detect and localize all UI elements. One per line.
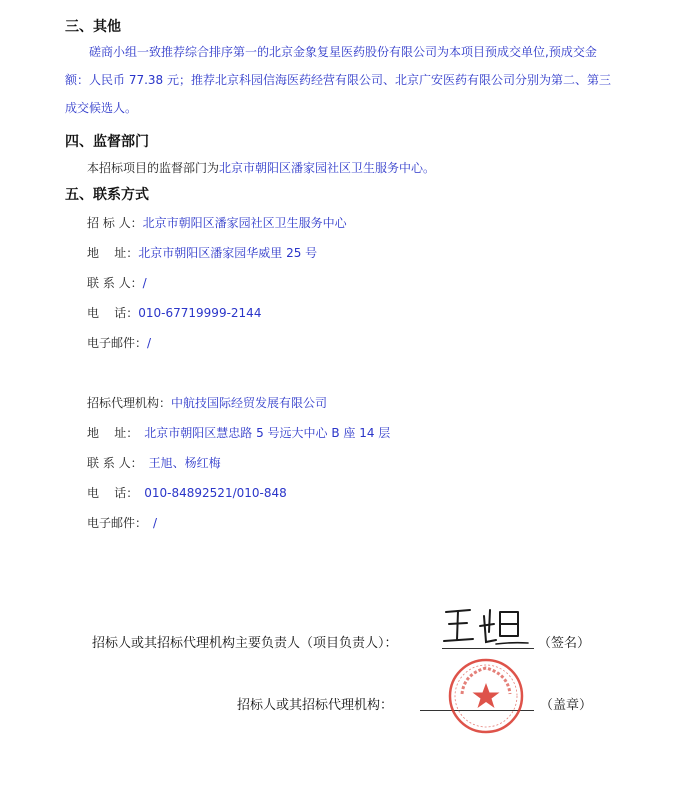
tenderer-contact-label: 联 系 人： xyxy=(87,276,143,290)
tenderer-addr-label: 地 址： xyxy=(87,246,139,260)
signature-suffix: （签名） xyxy=(538,636,591,651)
seal-label: 招标人或其招标代理机构： xyxy=(237,698,394,713)
agency-name-row xyxy=(87,394,327,411)
tenderer-contact-value: / xyxy=(142,276,147,290)
section4-heading: 四、监督部门 xyxy=(65,134,149,150)
agency-contact-value: 王旭、杨红梅 xyxy=(148,456,221,470)
section3-heading: 三、其他 xyxy=(65,19,121,35)
tenderer-addr-row xyxy=(87,244,317,261)
agency-email-label: 电子邮件： xyxy=(87,516,148,530)
agency-phone-label: 电 话： xyxy=(87,486,139,500)
agency-contact-row xyxy=(87,454,221,471)
agency-contact-label: 联 系 人： xyxy=(87,456,143,470)
tenderer-email-value: / xyxy=(147,336,152,350)
agency-email-row xyxy=(87,514,157,531)
agency-phone-value: 010-84892521/010-848 xyxy=(144,486,287,500)
agency-name-label: 招标代理机构： xyxy=(87,396,172,410)
section4-prefix: 本招标项目的监督部门为 xyxy=(87,161,220,175)
agency-addr-label: 地 址： xyxy=(87,426,139,440)
tenderer-addr-value: 北京市朝阳区潘家园华威里 25 号 xyxy=(138,246,318,260)
section5-heading: 五、联系方式 xyxy=(65,187,149,203)
seal-suffix: （盖章） xyxy=(540,698,593,713)
tenderer-email-row xyxy=(87,334,151,351)
tenderer-name-value: 北京市朝阳区潘家园社区卫生服务中心 xyxy=(142,216,347,230)
tenderer-contact-row xyxy=(87,274,147,291)
agency-phone-row xyxy=(87,484,287,501)
section4-dept: 北京市朝阳区潘家园社区卫生服务中心。 xyxy=(219,161,436,175)
tenderer-email-label: 电子邮件： xyxy=(87,336,148,350)
section4-text xyxy=(87,159,435,176)
agency-addr-row xyxy=(87,424,390,441)
agency-addr-value: 北京市朝阳区慧忠路 5 号远大中心 B 座 14 层 xyxy=(144,426,391,440)
handwritten-signature xyxy=(440,602,532,650)
tenderer-phone-label: 电 话： xyxy=(87,306,139,320)
section3-paragraph: 磋商小组一致推荐综合排序第一的北京金象复星医药股份有限公司为本项目预成交单位,预成交金额：人民币 77.38 元；推荐北京科园信海医药经营有限公司、北京广安医药有限公司分别为第二、第三成交候选人。 xyxy=(65,45,611,115)
company-seal xyxy=(446,656,526,736)
tenderer-phone-row xyxy=(87,304,261,321)
agency-email-value: / xyxy=(153,516,158,530)
tenderer-name-label: 招 标 人： xyxy=(87,216,143,230)
tenderer-phone-value: 010-67719999-2144 xyxy=(138,306,262,320)
tenderer-name-row xyxy=(87,214,347,231)
signature-label: 招标人或其招标代理机构主要负责人（项目负责人）： xyxy=(92,636,398,651)
agency-name-value: 中航技国际经贸发展有限公司 xyxy=(171,396,328,410)
